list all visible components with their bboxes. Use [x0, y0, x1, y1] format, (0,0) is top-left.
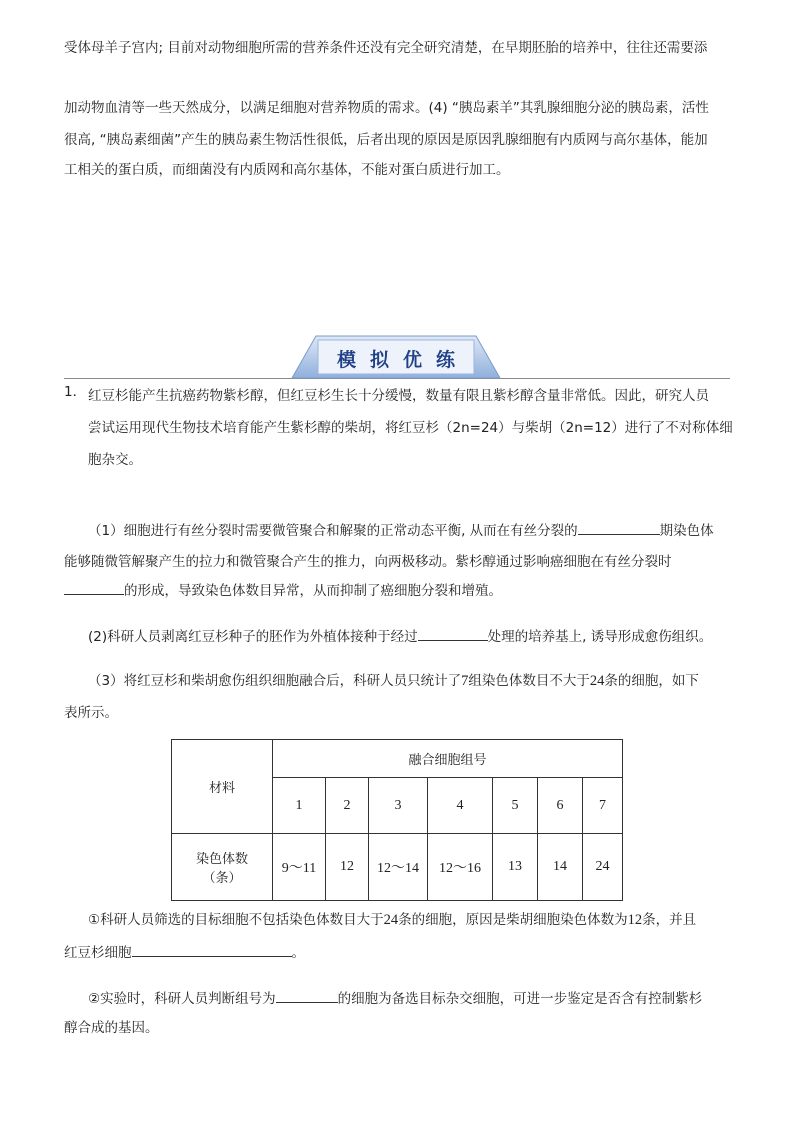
- part3-text: （3）将红豆杉和柴胡愈伤组织细胞融合后，科研人员只统计了: [88, 673, 462, 689]
- part3-line1: [88, 671, 699, 691]
- answer-blank-4[interactable]: [132, 942, 292, 957]
- sub1-text: 条的细胞，原因是柴胡细胞染色体数为: [398, 912, 628, 928]
- row-label: [172, 834, 273, 901]
- chromosome-count: 24: [583, 834, 623, 901]
- sub1-text: 。: [291, 945, 305, 961]
- part1-text: （1）细胞进行有丝分裂时需要微管聚合和解聚的正常动态平衡, 从而在有丝分裂的: [88, 523, 578, 539]
- question-number: 1．: [64, 384, 87, 400]
- part2-text: (2)科研人员剥离红豆杉种子的胚作为外植体接种于经过: [88, 629, 418, 645]
- section-banner: [290, 334, 502, 380]
- sub1-text: 红豆杉细胞: [64, 945, 132, 961]
- chromosome-limit: 24: [383, 912, 399, 928]
- fusion-cell-table: [171, 739, 623, 901]
- answer-blank-5[interactable]: [276, 988, 338, 1003]
- sub1-line1: [88, 910, 696, 930]
- paragraph-line: 加动物血清等一些天然成分，以满足细胞对营养物质的需求。(4) “胰岛素羊”其乳腺细胞分泌的胰岛素，活性: [64, 100, 709, 116]
- group-number: 7: [583, 778, 623, 834]
- group-number: 6: [538, 778, 583, 834]
- chromosome-count: 12～16: [428, 834, 493, 901]
- paragraph-line: 工相关的蛋白质，而细菌没有内质网和高尔基体，不能对蛋白质进行加工。: [64, 162, 510, 178]
- group-number: 4: [428, 778, 493, 834]
- part1-line3: [64, 580, 502, 601]
- chromosome-count: 9～11: [273, 834, 326, 901]
- group-number: 1: [273, 778, 326, 834]
- chromosome-count: 12～14: [369, 834, 428, 901]
- sub2-text: 的细胞为备选目标杂交细胞，可进一步鉴定是否含有控制紫杉: [337, 991, 703, 1007]
- question-text: 尝试运用现代生物技术培育能产生紫杉醇的柴胡，将红豆杉（2n=24）与柴胡（2n=12）进行了不对称体细: [88, 420, 733, 436]
- part2-line: [88, 626, 712, 647]
- question-text: 胞杂交。: [88, 452, 142, 468]
- chromosome-limit: 24: [589, 673, 605, 689]
- question-text: 红豆杉能产生抗癌药物紫杉醇，但红豆杉生长十分缓慢，数量有限且紫杉醇含量非常低。因此，研究人员: [88, 388, 709, 404]
- paragraph-line: 很高, “胰岛素细菌”产生的胰岛素生物活性很低，后者出现的原因是原因乳腺细胞有内质网与高尔基体，能加: [64, 132, 708, 148]
- sub1-line2: [64, 942, 305, 963]
- part3-text: 组染色体数目不大于: [468, 673, 590, 689]
- sub1-text: 条，并且: [642, 912, 697, 928]
- group-number: 5: [493, 778, 538, 834]
- chromosome-count: 14: [538, 834, 583, 901]
- sub2-text: ②实验时，科研人员判断组号为: [88, 991, 276, 1007]
- group-number: 2: [326, 778, 369, 834]
- row-label-line: （条）: [202, 871, 242, 886]
- chromosome-count: 12: [326, 834, 369, 901]
- sub2-line1: [88, 988, 702, 1009]
- group-header: 融合细胞组号: [273, 740, 623, 778]
- part1-text: 的形成，导致染色体数目异常，从而抑制了癌细胞分裂和增殖。: [124, 583, 502, 599]
- material-header: 材料: [172, 740, 273, 834]
- part3-text: 条的细胞，如下: [604, 673, 699, 689]
- chromosome-count: 13: [493, 834, 538, 901]
- sub2-line2: 醇合成的基因。: [64, 1020, 159, 1036]
- part3-line2: 表所示。: [64, 705, 118, 721]
- group-count: 7: [461, 673, 469, 689]
- answer-blank-1[interactable]: [578, 520, 660, 535]
- paragraph-line: 受体母羊子宫内; 目前对动物细胞所需的营养条件还没有完全研究清楚，在早期胚胎的培养中，往往还需要添: [64, 40, 708, 56]
- answer-blank-3[interactable]: [418, 626, 488, 641]
- part1-line1: [88, 520, 714, 541]
- group-number: 3: [369, 778, 428, 834]
- section-title: 模拟优练: [336, 349, 469, 371]
- row-label-line: 染色体数: [195, 852, 248, 867]
- sub1-text: ①科研人员筛选的目标细胞不包括染色体数目大于: [88, 912, 384, 928]
- chromosome-number: 12: [627, 912, 643, 928]
- answer-blank-2[interactable]: [64, 580, 124, 595]
- part1-text: 期染色体: [659, 523, 714, 539]
- part2-text: 处理的培养基上, 诱导形成愈伤组织。: [487, 629, 713, 645]
- part1-line2: 能够随微管解聚产生的拉力和微管聚合产生的推力，向两极移动。紫杉醇通过影响癌细胞在有丝分裂时: [64, 554, 672, 570]
